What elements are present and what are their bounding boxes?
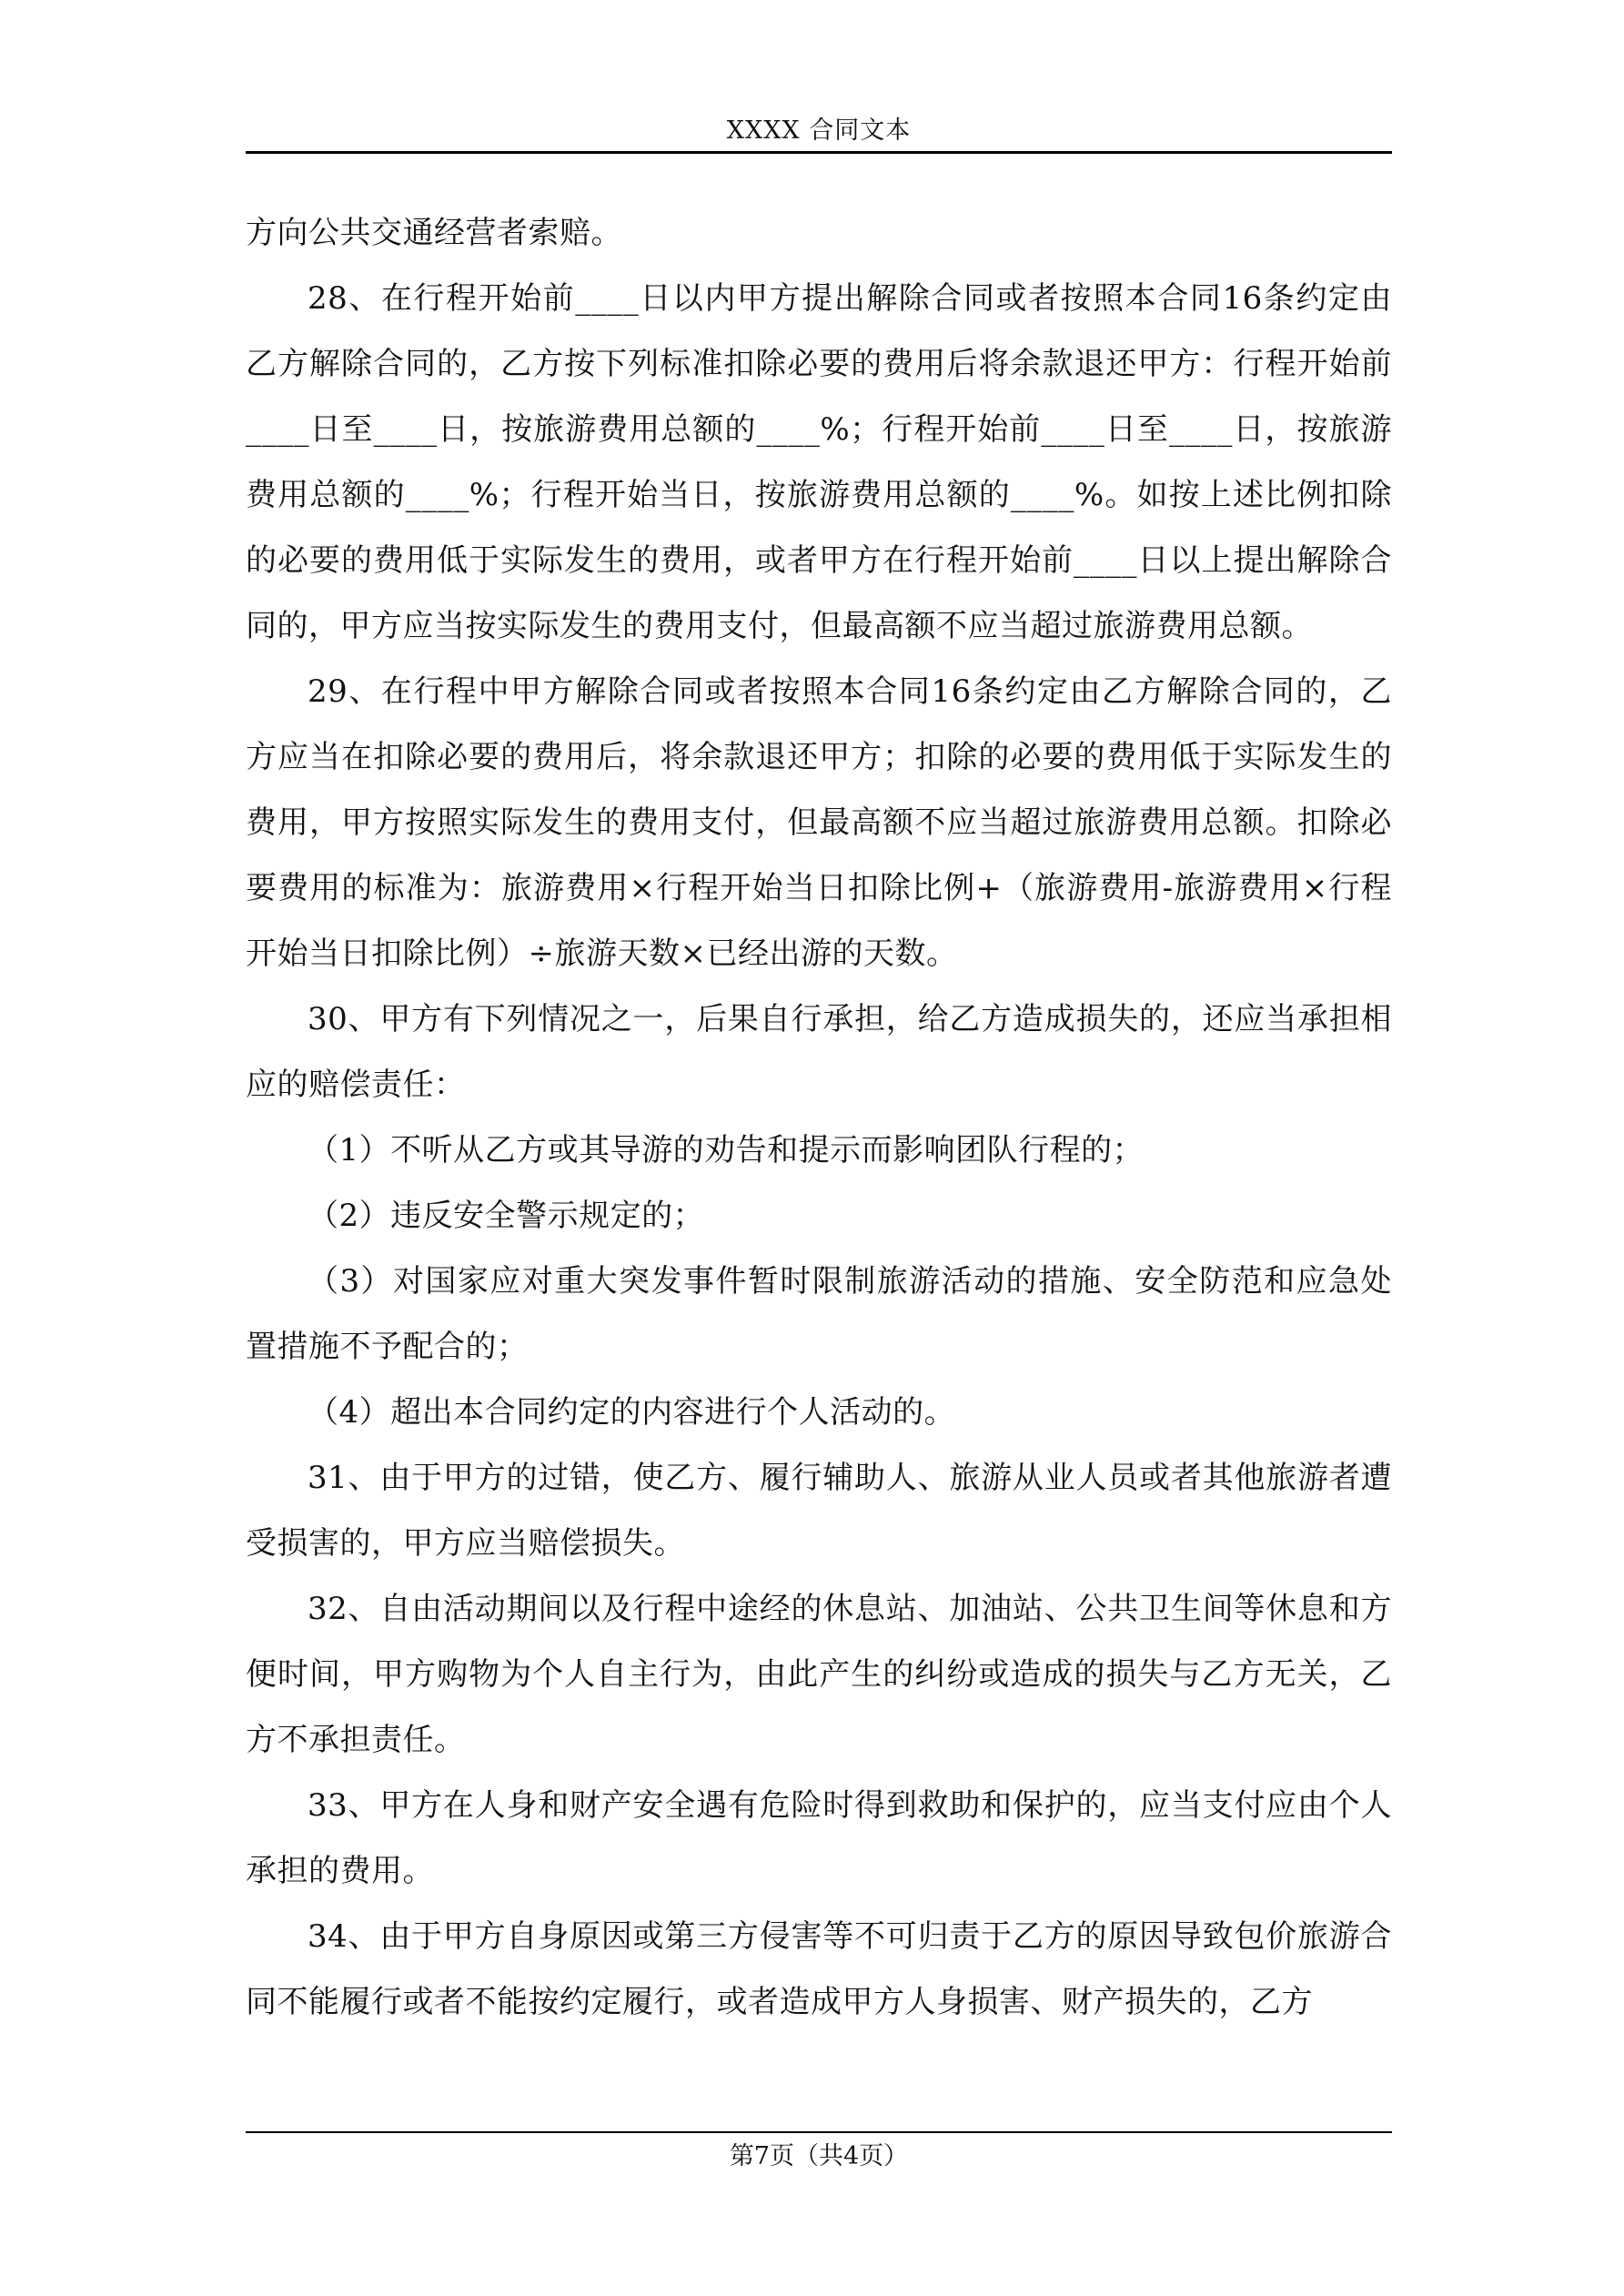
clause-30: 30、甲方有下列情况之一，后果自行承担，给乙方造成损失的，还应当承担相应的赔偿责任： [246, 1001, 1392, 1103]
clause-30-item-1: （1）不听从乙方或其导游的劝告和提示而影响团队行程的； [308, 1132, 1145, 1168]
clause-30-item-2: （2）违反安全警示规定的； [308, 1198, 705, 1234]
clause-32: 32、自由活动期间以及行程中途经的休息站、加油站、公共卫生间等休息和方便时间，甲方购物为个人自主行为，由此产生的纠纷或造成的损失与乙方无关，乙方不承担责任。 [246, 1591, 1392, 1758]
header-title: XXXX 合同文本 [726, 116, 912, 145]
clause-30-item-3: （3）对国家应对重大突发事件暂时限制旅游活动的措施、安全防范和应急处置措施不予配合的； [246, 1263, 1392, 1365]
clause-28: 28、在行程开始前____日以内甲方提出解除合同或者按照本合同16条约定由乙方解除合同的，乙方按下列标准扣除必要的费用后将余款退还甲方：行程开始前____日至____日，按旅游费用总额的____%；行程开始前____日至____日，按旅游费用总额的____%；行程开始当日，按旅游费用总额的____%。如按上述比例扣除的必要的费用低于实际发生的费用，或者甲方在行程开始前____日以上提出解除合同的，甲方应当按实际发生的费用支付，但最高额不应当超过旅游费用总额。 [246, 280, 1392, 644]
clause-31: 31、由于甲方的过错，使乙方、履行辅助人、旅游从业人员或者其他旅游者遭受损害的，甲方应当赔偿损失。 [246, 1460, 1392, 1562]
page-number: 第7页（共4页） [729, 2142, 909, 2170]
clause-30-item-4: （4）超出本合同约定的内容进行个人活动的。 [308, 1394, 956, 1431]
header-divider [246, 151, 1392, 154]
document-body [246, 200, 1392, 2035]
clause-34: 34、由于甲方自身原因或第三方侵害等不可归责于乙方的原因导致包价旅游合同不能履行或者不能按约定履行，或者造成甲方人身损害、财产损失的，乙方 [246, 1918, 1392, 2020]
paragraph-continuation: 方向公共交通经营者索赔。 [246, 215, 622, 251]
clause-33: 33、甲方在人身和财产安全遇有危险时得到救助和保护的，应当支付应由个人承担的费用。 [246, 1787, 1392, 1889]
footer-divider [246, 2131, 1392, 2133]
clause-29: 29、在行程中甲方解除合同或者按照本合同16条约定由乙方解除合同的，乙方应当在扣除必要的费用后，将余款退还甲方；扣除的必要的费用低于实际发生的费用，甲方按照实际发生的费用支付，但最高额不应当超过旅游费用总额。扣除必要费用的标准为：旅游费用×行程开始当日扣除比例+（旅游费用-旅游费用×行程开始当日扣除比例）÷旅游天数×已经出游的天数。 [246, 673, 1392, 972]
